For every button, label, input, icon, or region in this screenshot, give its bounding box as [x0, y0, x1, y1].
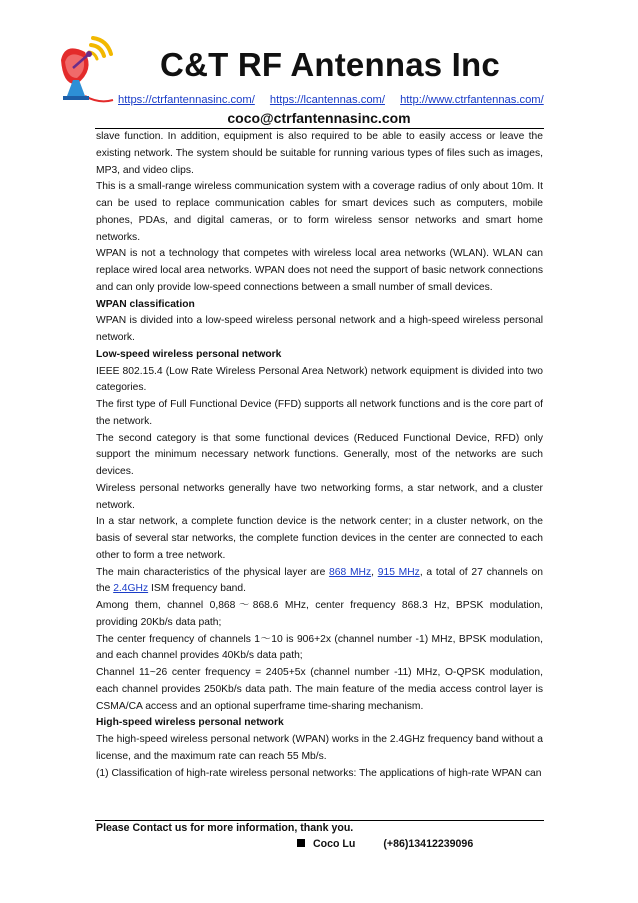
paragraph: WPAN is not a technology that competes with wireless local area networks (WLAN). WLAN can replace wired local area networks. WPAN does not need the support of basic network connections and can only provide low-speed connections between a small number of small devices. [96, 248, 543, 293]
paragraph: The center frequency of channels 1～10 is 906+2x (channel number -1) MHz, BPSK modulation, and each channel provides 40Kb/s data path; [96, 633, 543, 662]
paragraph: In a star network, a complete function device is the network center; in a cluster network, on the basis of several star networks, the complete function devices in the center are connected to each other to form a tree network. [96, 516, 543, 561]
contact-line: Please Contact us for more information, thank you. [96, 822, 354, 834]
contact-name: Coco Lu [313, 838, 356, 850]
link-2-4ghz[interactable]: 2.4GHz [113, 583, 149, 595]
text: , [371, 566, 378, 578]
link-868mhz[interactable]: 868 MHz [329, 566, 372, 578]
website-link-2[interactable]: https://lcantennas.com/ [269, 94, 385, 106]
section-heading: WPAN classification [96, 298, 195, 310]
contact-email: coco@ctrfantennasinc.com [227, 110, 411, 126]
paragraph: The first type of Full Functional Device (FFD) supports all network functions and is the core part of the network. [96, 399, 543, 427]
website-link-1[interactable]: https://ctrfantennasinc.com/ [118, 94, 255, 106]
paragraph: This is a small-range wireless communication system with a coverage radius of only about 10m. It can be used to replace communication cables for smart devices such as computers, mobile phones, PDAs, and digital cameras, or to form wireless sensor networks and smart home networks. [96, 181, 543, 243]
paragraph-frequency-bands [96, 565, 543, 599]
text: The main characteristics of the physical layer are [96, 566, 330, 578]
paragraph: Among them, channel 0,868～868.6 MHz, center frequency 868.3 Hz, BPSK modulation, providing 20Kb/s data path; [96, 600, 543, 628]
company-name: C&T RF Antennas Inc [160, 46, 500, 83]
document-body [96, 129, 543, 782]
paragraph: (1) Classification of high-rate wireless personal networks: The applications of high-rate WPAN can [96, 767, 542, 779]
paragraph: Wireless personal networks generally have two networking forms, a star network, and a cluster network. [96, 482, 543, 511]
paragraph: The second category is that some functional devices (Reduced Functional Device, RFD) only support the minimum necessary network functions. Generally, most of the networks are such devices. [96, 432, 543, 477]
satellite-dish-logo-icon [55, 30, 115, 108]
website-link-3[interactable]: http://www.ctrfantennas.com/ [400, 94, 544, 106]
footer-divider [95, 820, 544, 821]
text: ISM frequency band. [148, 583, 246, 595]
section-heading: Low-speed wireless personal network [96, 348, 282, 360]
contact-person [297, 838, 473, 850]
paragraph: The high-speed wireless personal network (WPAN) works in the 2.4GHz frequency band without a license, and the maximum rate can reach 55 Mb/s. [96, 734, 543, 762]
text: , a total of 27 channels on the [96, 566, 543, 595]
paragraph: WPAN is divided into a low-speed wireless personal network and a high-speed wireless personal network. [96, 315, 543, 343]
section-heading: High-speed wireless personal network [96, 717, 284, 729]
paragraph: IEEE 802.15.4 (Low Rate Wireless Personal Area Network) network equipment is divided into two categories. [96, 365, 543, 394]
website-links [118, 94, 548, 106]
paragraph: Channel 11~26 center frequency = 2405+5x (channel number -11) MHz, O-QPSK modulation, each channel provides 250Kb/s data path. The main feature of the media access control layer is CSMA/CA access and an optional superframe time-sharing mechanism. [96, 667, 543, 712]
contact-phone: (+86)13412239096 [383, 838, 474, 850]
link-915mhz[interactable]: 915 MHz [377, 566, 420, 578]
square-bullet-icon [297, 839, 305, 847]
paragraph: slave function. In addition, equipment is also required to be able to easily access or leave the existing network. The system should be suitable for running various types of files such as images, MP3, and video clips. [96, 131, 543, 176]
